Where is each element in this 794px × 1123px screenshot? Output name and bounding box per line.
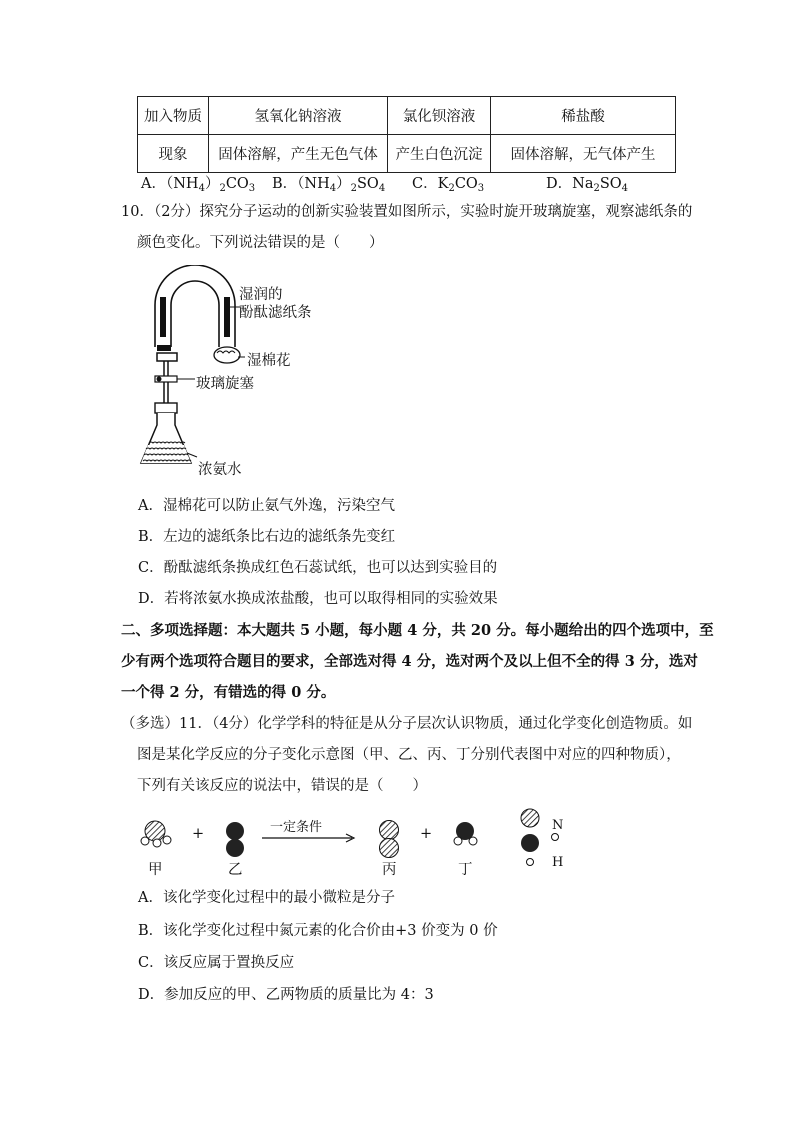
- label-ammonia: 浓氨水: [198, 462, 242, 478]
- label-cotton: 湿棉花: [247, 353, 291, 369]
- label-ding: 丁: [458, 862, 473, 878]
- q10-option-a: A．湿棉花可以防止氨气外逸，污染空气: [138, 498, 395, 514]
- table-cell: 固体溶解，产生无色气体: [209, 135, 388, 173]
- legend-h-label: H: [552, 855, 564, 870]
- molecule-ding-icon: [454, 822, 477, 845]
- label-paper-line1: 湿润的: [239, 287, 283, 303]
- reaction-diagram: [130, 805, 590, 880]
- q11-option-b: B．该化学变化过程中氮元素的化合价由+3 价变为 0 价: [138, 923, 498, 939]
- molecule-jia-icon: [141, 821, 171, 847]
- q11-stem-line1: （多选）11．（4分）化学学科的特征是从分子层次认识物质，通过化学变化创造物质。如: [121, 716, 693, 732]
- table-cell: 产生白色沉淀: [388, 135, 491, 173]
- label-bing: 丙: [382, 862, 397, 878]
- q10-stem-line1: 10．（2分）探究分子运动的创新实验装置如图所示，实验时旋开玻璃旋塞，观察滤纸条的: [121, 204, 693, 220]
- q10-option-c: C．酚酞滤纸条换成红色石蕊试纸，也可以达到实验目的: [138, 560, 498, 576]
- label-jia: 甲: [148, 862, 163, 878]
- q11-option-d: D．参加反应的甲、乙两物质的质量比为 4：3: [138, 987, 434, 1003]
- u-tube-outer: [155, 265, 235, 347]
- label-stopcock: 玻璃旋塞: [196, 376, 254, 392]
- section2-line2: 少有两个选项符合题目的要求，全部选对得 4 分，选对两个及以上但不全的得 3 分，选对: [121, 653, 698, 670]
- q9-option-d: D．$Na_2SO_4$: [546, 176, 629, 194]
- q11-stem-line2: 图是某化学反应的分子变化示意图（甲、乙、丙、丁分别代表图中对应的四种物质），: [137, 747, 681, 763]
- plus-sign-2: +: [420, 826, 433, 842]
- u-tube-inner: [171, 281, 219, 347]
- table-cell: 加入物质: [138, 97, 209, 135]
- table-cell: 现象: [138, 135, 209, 173]
- molecule-bing-icon: [380, 821, 399, 858]
- left-filter-paper: [160, 297, 166, 337]
- table-cell: 氢氧化钠溶液: [209, 97, 388, 135]
- label-yi: 乙: [228, 862, 243, 878]
- label-paper-line2: 酚酞滤纸条: [239, 305, 312, 321]
- q9-option-a: A．$(NH_4)_2CO_3$: [141, 176, 256, 194]
- table-cell: 氯化钡溶液: [388, 97, 491, 135]
- table-cell: 稀盐酸: [491, 97, 676, 135]
- q10-option-d: D．若将浓氨水换成浓盐酸，也可以取得相同的实验效果: [138, 591, 498, 607]
- legend-h-atom-icon: [527, 859, 534, 866]
- flask-stopper: [155, 403, 177, 413]
- table-row: [138, 135, 676, 173]
- plus-sign-1: +: [192, 826, 205, 842]
- section2-line1: 二、多项选择题：本大题共 5 小题，每小题 4 分，共 20 分。每小题给出的四个选项中，至: [121, 622, 714, 639]
- q10-option-b: B．左边的滤纸条比右边的滤纸条先变红: [138, 529, 396, 545]
- molecule-yi-icon: [226, 822, 244, 857]
- q11-option-a: A．该化学变化过程中的最小微粒是分子: [138, 890, 395, 906]
- legend-n-label: N: [552, 818, 564, 833]
- reaction-table: [137, 96, 676, 173]
- q10-stem-line2: 颜色变化。下列说法错误的是（ ）: [137, 235, 384, 251]
- legend-o-atom-icon: [521, 834, 539, 852]
- table-cell: 固体溶解，无气体产生: [491, 135, 676, 173]
- left-stopper: [157, 345, 171, 351]
- legend-small-circle-icon: [552, 834, 559, 841]
- cotton-icon: [214, 347, 240, 363]
- table-row: [138, 97, 676, 135]
- left-stopper-band: [157, 353, 177, 361]
- reaction-condition: 一定条件: [270, 820, 323, 835]
- q11-option-c: C．该反应属于置换反应: [138, 955, 295, 971]
- q11-stem-line3: 下列有关该反应的说法中，错误的是（ ）: [137, 778, 427, 794]
- q9-option-b: B．$(NH_4)_2SO_4$: [272, 176, 386, 194]
- right-filter-paper: [224, 297, 230, 337]
- section2-line3: 一个得 2 分，有错选的得 0 分。: [121, 684, 336, 701]
- q9-option-c: C．$K_2CO_3$: [412, 176, 485, 194]
- legend-n-atom-icon: [521, 809, 539, 827]
